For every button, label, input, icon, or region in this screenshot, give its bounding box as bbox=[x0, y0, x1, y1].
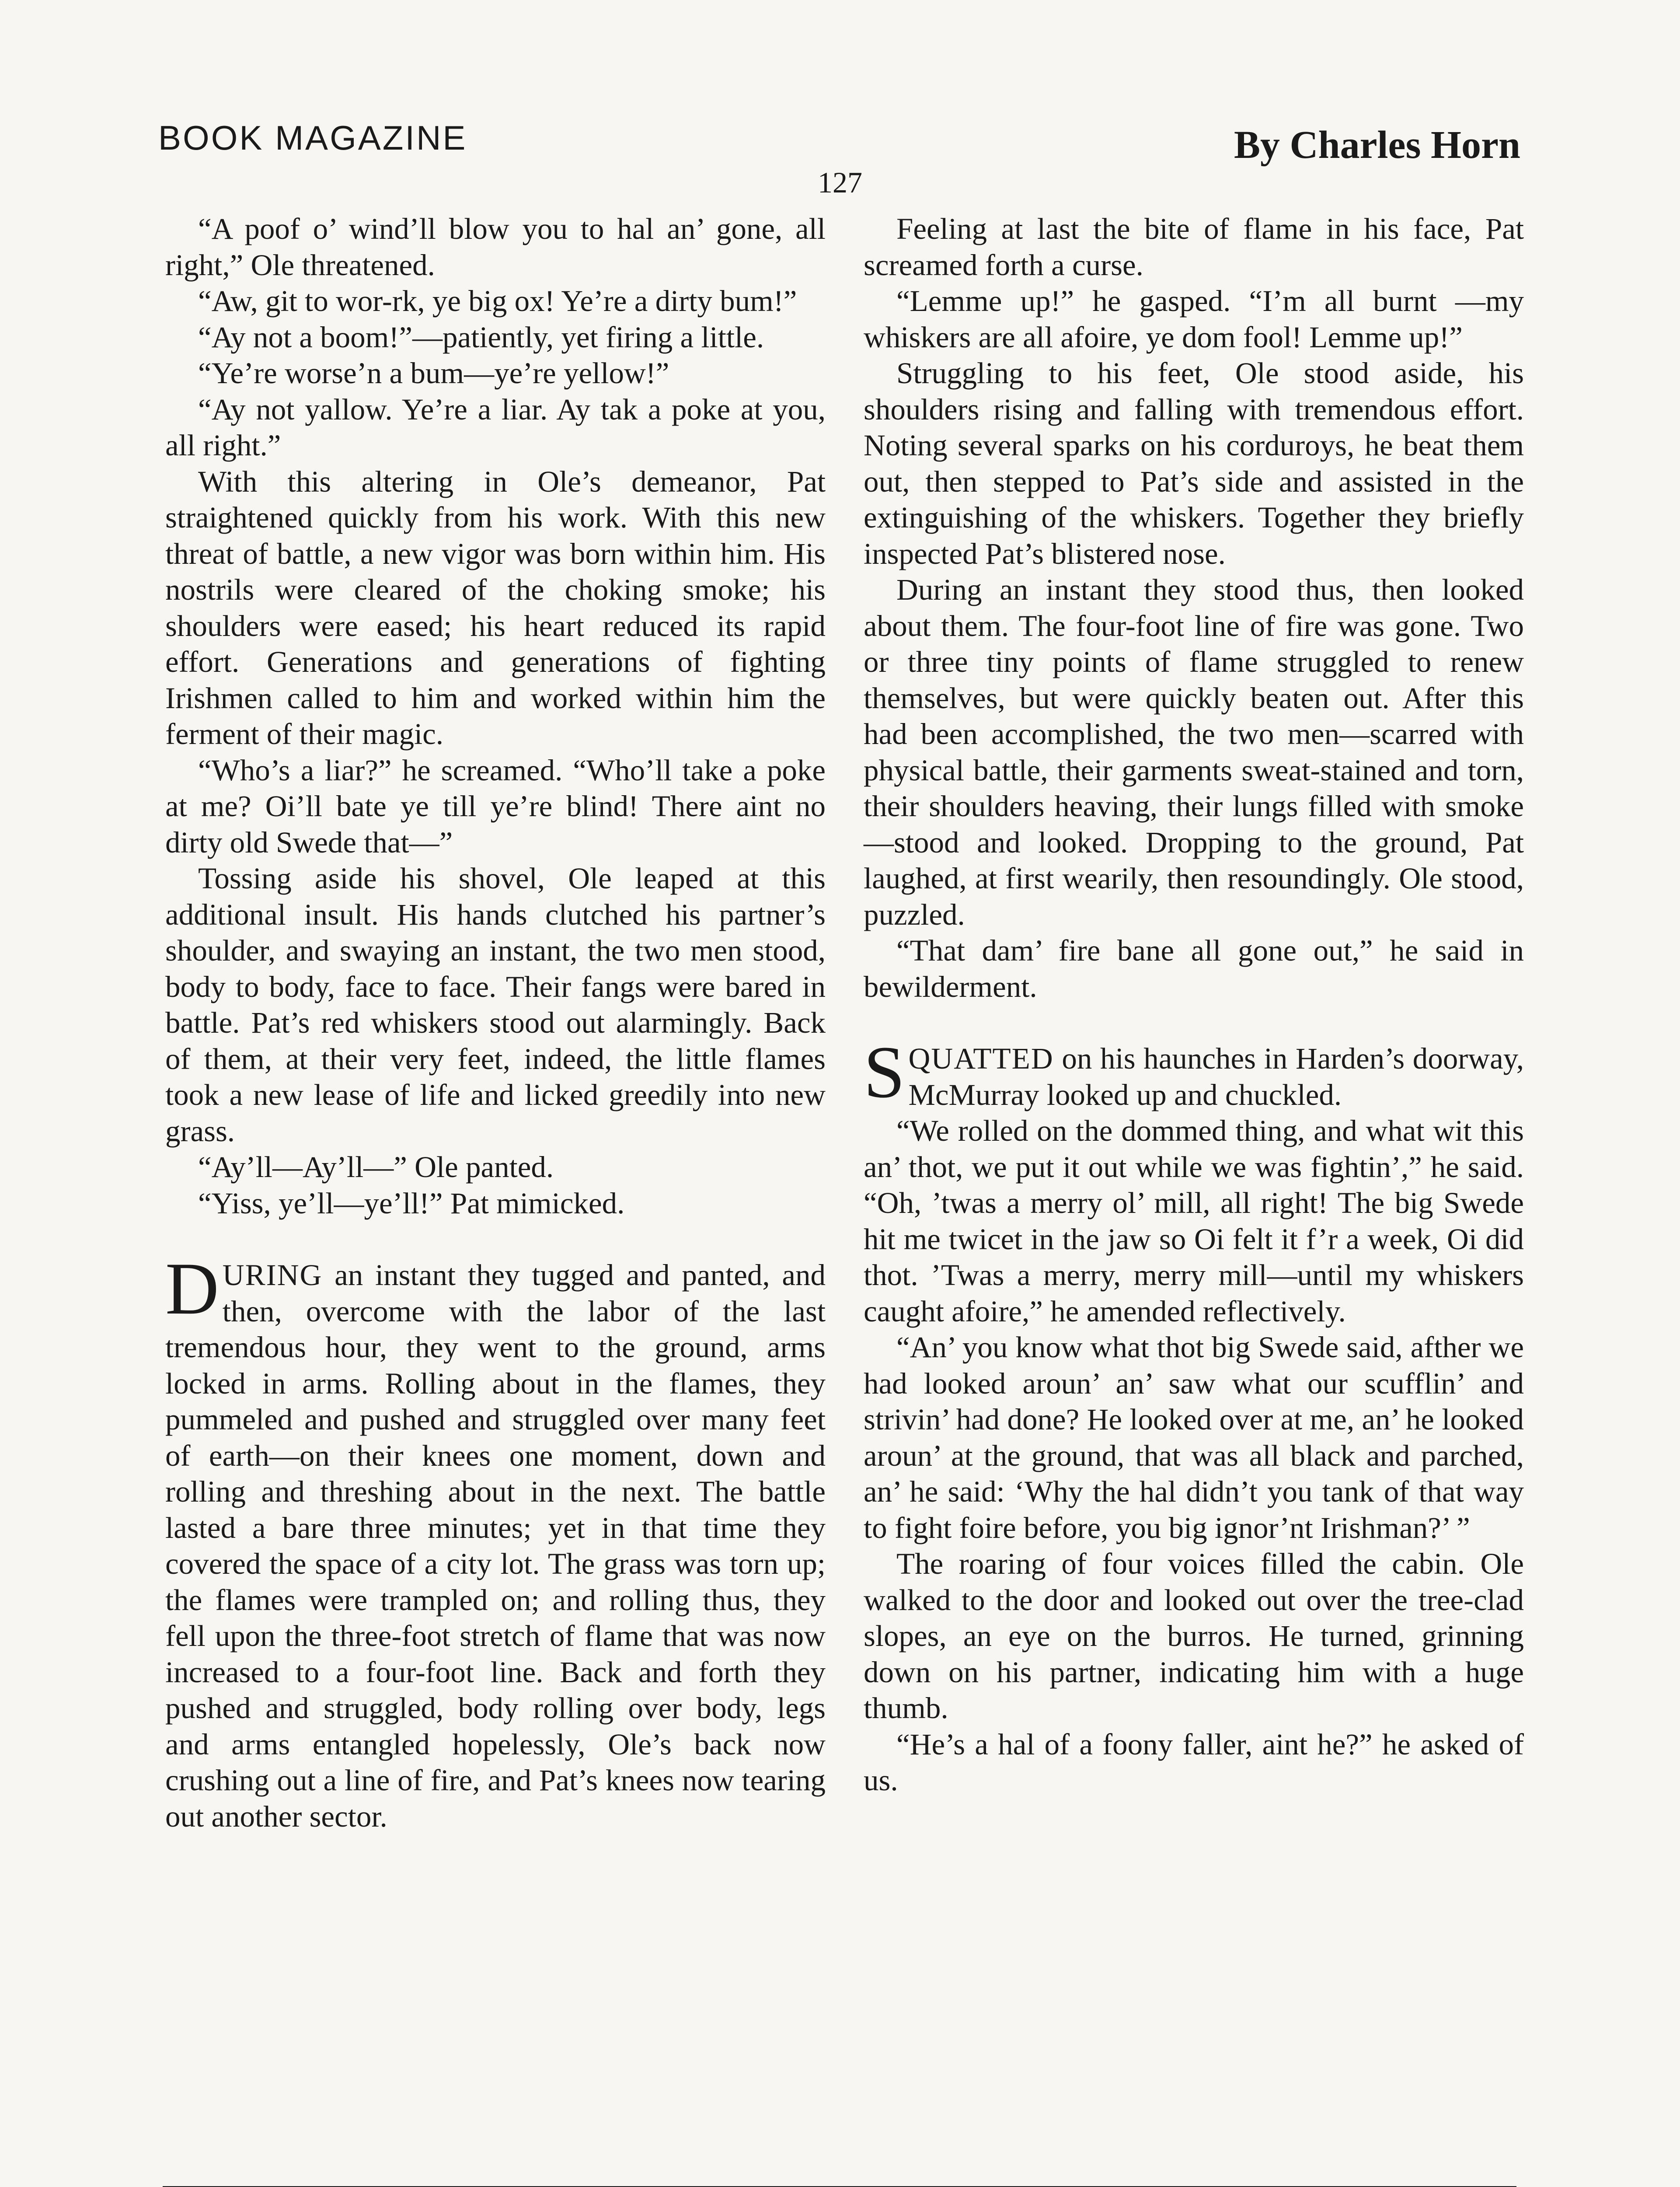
paragraph-text: an instant they tugged and panted, and then, overcome with the labor of the last tremendous hour, they went to the ground, arms locked in arms. Rolling about in the flames, they pummeled and pushed and struggled over many feet of earth—on their knees one moment, down and rolling and threshing about in the next. The battle lasted a bare three minutes; yet in that time they covered the space of a city lot. The grass was torn up; the flames were trampled on; and rolling thus, they fell upon the three-foot stretch of flame that was now increased to a four-foot line. Back and forth they pushed and struggled, body rolling over body, legs and arms entangled hopelessly, Ole’s back now crushing out a line of fire, and Pat’s knees now tearing out another sector. bbox=[165, 1258, 826, 1833]
paragraph: “Ay not yallow. Ye’re a liar. Ay tak a poke at you, all right.” bbox=[165, 392, 826, 462]
paragraph: The roaring of four voices filled the cabin. Ole walked to the door and looked out over the tree-clad slopes, an eye on the burros. He turned, grinning down on his partner, indicating him with a huge thumb. bbox=[864, 1547, 1524, 1725]
lead-word: URING bbox=[222, 1258, 323, 1292]
section-opening-paragraph bbox=[864, 1031, 1524, 1113]
page-number: 127 bbox=[818, 166, 862, 199]
paragraph: Struggling to his feet, Ole stood aside, his shoulders rising and falling with tremendous effort. Noting several sparks on his corduroys, he beat them out, then stepped to Pat’s side and assisted in the extinguishing of the whiskers. Together they briefly inspected Pat’s blistered nose. bbox=[864, 356, 1524, 570]
drop-cap: S bbox=[864, 1031, 905, 1113]
paragraph: “A poof o’ wind’ll blow you to hal an’ gone, all right,” Ole threatened. bbox=[165, 212, 826, 282]
publication-title: BOOK MAGAZINE bbox=[158, 119, 467, 157]
paragraph: “He’s a hal of a foony faller, aint he?” he asked of us. bbox=[864, 1727, 1524, 1797]
paragraph-text: on his haunches in Harden’s doorway, McMurray looked up and chuckled. bbox=[908, 1042, 1524, 1111]
paragraph: “Lemme up!” he gasped. “I’m all burnt —my whiskers are all afoire, ye dom fool! Lemme up!” bbox=[864, 284, 1524, 354]
paragraph: “Who’s a liar?” he screamed. “Who’ll take a poke at me? Oi’ll bate ye till ye’re blind! There aint no dirty old Swede that—” bbox=[165, 753, 826, 859]
paragraph: “An’ you know what thot big Swede said, afther we had looked aroun’ an’ saw what our scufflin’ and strivin’ had done? He looked over at me, an’ he looked aroun’ at the ground, that was all black and parched, an’ he said: ‘Why the hal didn’t you tank of that way to fight foire before, you big ignor’nt Irishman?’ ” bbox=[864, 1331, 1524, 1544]
right-column bbox=[864, 211, 1524, 1799]
paragraph: Tossing aside his shovel, Ole leaped at this additional insult. His hands clutched his partner’s shoulder, and swaying an instant, the two men stood, body to body, face to face. Their fangs were bared in battle. Pat’s red whiskers stood out alarmingly. Back of them, at their very feet, indeed, the little flames took a new lease of life and licked greedily into new grass. bbox=[165, 862, 826, 1148]
paragraph: “Ay not a boom!”—patiently, yet firing a little. bbox=[198, 320, 764, 354]
paragraph: “Aw, git to wor-rk, ye big ox! Ye’re a dirty bum!” bbox=[198, 284, 797, 318]
paragraph: “Ay’ll—Ay’ll—” Ole panted. bbox=[198, 1150, 554, 1184]
story-section bbox=[165, 1247, 826, 1834]
paragraph: “We rolled on the dommed thing, and what wit this an’ thot, we put it out while we was fightin’,” he said. “Oh, ’twas a merry ol’ mill, all right! The big Swede hit me twicet in the jaw so Oi felt it f’r a week, Oi did thot. ’Twas a merry, merry mill—until my whiskers caught afoire,” he amended reflectively. bbox=[864, 1114, 1524, 1328]
story-section bbox=[864, 1031, 1524, 1799]
lead-word: QUATTED bbox=[908, 1042, 1054, 1075]
drop-cap: D bbox=[165, 1247, 219, 1330]
paragraph: “Yiss, ye’ll—ye’ll!” Pat mimicked. bbox=[198, 1186, 625, 1220]
paragraph: “That dam’ fire bane all gone out,” he said in bewilderment. bbox=[864, 934, 1524, 1003]
paragraph: “Ye’re worse’n a bum—ye’re yellow!” bbox=[198, 356, 669, 390]
paragraph: Feeling at last the bite of flame in his face, Pat screamed forth a curse. bbox=[864, 212, 1524, 282]
section-opening-paragraph bbox=[165, 1247, 826, 1834]
left-column bbox=[165, 211, 826, 1834]
author-byline: By Charles Horn bbox=[1234, 123, 1520, 167]
paragraph: During an instant they stood thus, then looked about them. The four-foot line of fire was gone. Two or three tiny points of flame struggled to renew themselves, but were quickly beaten out. After this had been accomplished, the two men—scarred with physical battle, their garments sweat-stained and torn, their shoulders heaving, their lungs filled with smoke—stood and looked. Dropping to the ground, Pat laughed, at first wearily, then resoundingly. Ole stood, puzzled. bbox=[864, 573, 1524, 931]
paragraph: With this altering in Ole’s demeanor, Pat straightened quickly from his work. With this new threat of battle, a new vigor was born within him. His nostrils were cleared of the choking smoke; his shoulders were eased; his heart reduced its rapid effort. Generations and generations of fighting Irishmen called to him and worked within him the ferment of their magic. bbox=[165, 465, 826, 751]
